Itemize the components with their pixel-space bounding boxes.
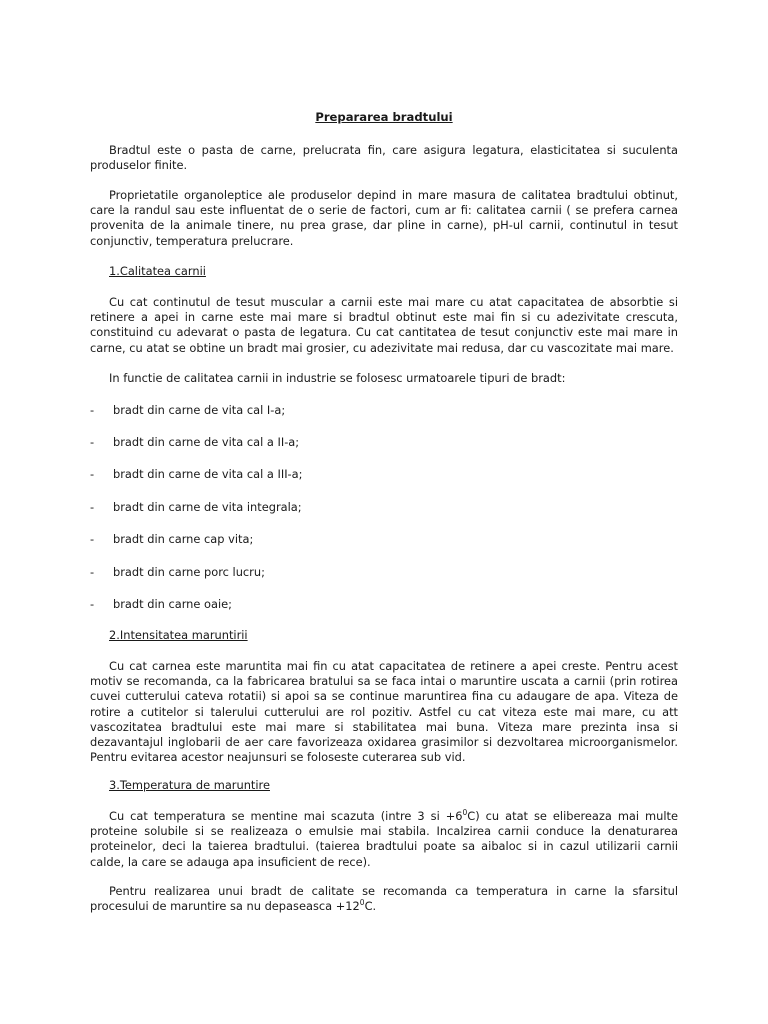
section3-paragraph-1 [90, 809, 678, 870]
section3-p1-text-end: C) cu atat se elibereaza mai multe proteine solubile si se realizeaza o emulsie mai stabila. Incalzirea carnii conduce la denaturarea proteinelor, deci la taierea bradtului. (taierea bradtului poate sa aibaloc si in cazul utilizarii carnii calde, la care se adauga apa insuficient de rece). [90, 809, 679, 869]
section3-p2-text-end: C. [364, 899, 377, 914]
bullet-dash: - [90, 435, 95, 449]
section2-paragraph: Cu cat carnea este maruntita mai fin cu atat capacitatea de retinere a apei creste. Pentru acest motiv se recomanda, ca la fabricarea bratului sa se faca intai o maruntire uscata a carnii (prin rotirea cuvei cutterului cateva rotatii) si apoi sa se continue maruntirea fina cu adaugare de apa. Viteza de rotire a cutitelor si talerului cutterului are rol pozitiv. Astfel cu cat viteza este mai mare, cu att vascozitatea bradtului este mai mare si stabilitatea mai buna. Viteza mare prezinta insa si dezavantajul inglobarii de aer care favorizeaza oxidarea grasimilor si dezvoltarea microorganismelor. Pentru evitarea acestor neajunsuri se foloseste cuterarea sub vid. [90, 659, 678, 765]
section1-paragraph-1: Cu cat continutul de tesut muscular a carnii este mai mare cu atat capacitatea de absorbtie si retinere a apei in carne este mai mare si bradtul obtinut este mai fin si cu adezivitate crescuta, constituind cu adevarat o pasta de legatura. Cu cat cantitatea de tesut conjunctiv este mai mare in carne, cu atat se obtine un bradt mai grosier, cu adezivitate mai redusa, dar cu vascozitate mai mare. [90, 295, 678, 355]
list-item-text: bradt din carne de vita cal a III-a; [113, 467, 303, 481]
intro-paragraph-2: Proprietatile organoleptice ale produselor depind in mare masura de calitatea bradtului obtinut, care la randul sau este influentat de o serie de factori, cum ar fi: calitatea carnii ( se prefera carnea provenita de la animale tinere, nu prea grase, dar pline in carne), pH-ul carnii, continutul in tesut conjunctiv, temperatura prelucrare. [90, 188, 678, 248]
degree-superscript: 0 [462, 808, 468, 818]
bullet-dash: - [90, 403, 95, 417]
bullet-dash: - [90, 467, 95, 481]
section3-p2-text-start: Pentru realizarea unui bradt de calitate se recomanda ca temperatura in carne la sfarsitul procesului de maruntire sa nu depaseasca +12 [90, 884, 678, 914]
list-item-text: bradt din carne oaie; [113, 597, 232, 611]
list-item-text: bradt din carne cap vita; [113, 532, 254, 546]
list-item-text: bradt din carne porc lucru; [113, 565, 265, 579]
bullet-dash: - [90, 565, 95, 579]
section-heading-intensitatea-maruntirii: 2.Intensitatea maruntirii [109, 628, 248, 642]
section1-paragraph-2: In functie de calitatea carnii in industrie se folosesc urmatoarele tipuri de bradt: [109, 371, 566, 385]
section3-paragraph-2 [90, 884, 678, 914]
degree-superscript: 0 [359, 898, 365, 908]
section-heading-temperatura-de-maruntire: 3.Temperatura de maruntire [109, 778, 270, 792]
list-item-text: bradt din carne de vita cal I-a; [113, 403, 286, 417]
list-item-text: bradt din carne de vita integrala; [113, 500, 302, 514]
section-heading-calitatea-carnii: 1.Calitatea carnii [109, 264, 206, 278]
bullet-dash: - [90, 500, 95, 514]
bullet-dash: - [90, 597, 95, 611]
document-title: Prepararea bradtului [315, 110, 453, 124]
intro-paragraph-1: Bradtul este o pasta de carne, prelucrata fin, care asigura legatura, elasticitatea si suculenta produselor finite. [90, 143, 678, 173]
list-item-text: bradt din carne de vita cal a II-a; [113, 435, 300, 449]
bullet-dash: - [90, 532, 95, 546]
section3-p1-text-start: Cu cat temperatura se mentine mai scazuta (intre 3 si +6 [109, 809, 463, 823]
